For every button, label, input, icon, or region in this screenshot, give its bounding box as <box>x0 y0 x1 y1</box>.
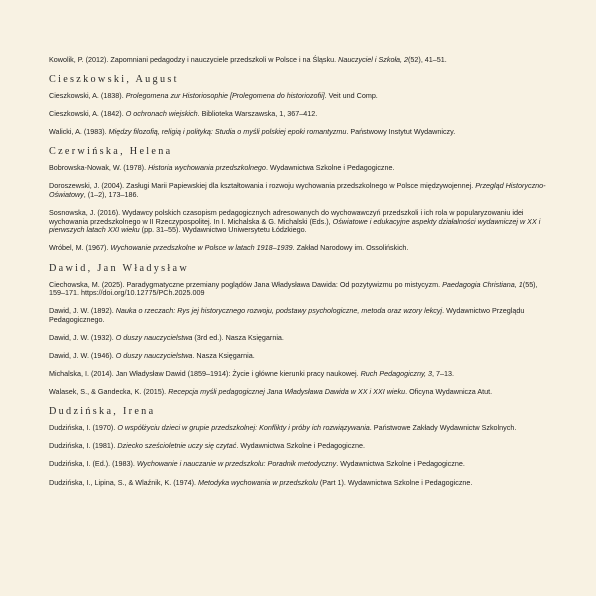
reference-entry <box>49 352 546 361</box>
reference-text: Doroszewski, J. (2004). Zasługi Marii Papiewskiej dla kształtowania i rozwoju wychowania przedszkolnego w Polsce międzywojennej. <box>49 181 476 191</box>
section-heading: Czerwińska, Helena <box>49 146 173 158</box>
section-dudzinska-irena <box>49 406 546 487</box>
reference-text: (52), 41–51. <box>408 55 447 64</box>
reference-text: . Wydawnictwo Przeglądu Pedagogicznego. <box>49 306 525 324</box>
reference-text: . Państwowe Zakłady Wydawnictw Szkolnych. <box>369 423 517 433</box>
reference-text: . Zakład Narodowy im. Ossolińskich. <box>292 243 409 253</box>
reference-title: Wychowanie i nauczanie w przedszkolu: Poradnik metodyczny <box>136 459 337 469</box>
reference-text: (3rd ed.). Nasza Księgarnia. <box>192 332 284 342</box>
reference-title: O współżyciu dzieci w grupie przedszkolnej: Konflikty i próby ich rozwiązywania <box>117 423 370 433</box>
reference-entry <box>49 209 546 235</box>
reference-text: Cieszkowski, A. (1842). <box>49 109 126 119</box>
reference-title: Nauka o rzeczach: Rys jej historycznego rozwoju, podstawy psychologiczne, metoda oraz wzory lekcyj <box>115 306 443 316</box>
reference-text: . Wydawnictwa Szkolne i Pedagogiczne. <box>336 459 465 469</box>
reference-text: Dudzińska, I. (Ed.). (1983). <box>49 459 137 469</box>
section-czerwinska-helena <box>49 146 546 253</box>
reference-title: Nauczyciel i Szkoła, 2 <box>338 55 409 64</box>
reference-text: Dudzińska, I. (1970). <box>49 423 118 433</box>
reference-text: (pp. 31–55). Wydawnictwo Uniwersytetu Łódzkiego. <box>139 225 307 235</box>
reference-text: , (1–2), 173–186. <box>83 190 139 200</box>
reference-entry <box>49 128 546 137</box>
reference-title: Ruch Pedagogiczny, 3 <box>360 369 432 379</box>
reference-title: Historia wychowania przedszkolnego <box>148 163 266 173</box>
reference-title: O duszy nauczycielstwa <box>115 351 193 360</box>
reference-entry <box>49 281 546 298</box>
reference-entry <box>49 334 546 343</box>
reference-text: Michalska, I. (2014). Jan Władysław Dawid (1859–1914): Życie i główne kierunki pracy naukowej. <box>49 369 361 379</box>
reference-title: O ochronach wiejskich <box>125 109 198 119</box>
reference-entry <box>49 164 546 173</box>
section-heading: Dawid, Jan Władysław <box>49 262 190 274</box>
reference-text: Dawid, J. W. (1892). <box>49 306 116 316</box>
section-dawid-jan-wladyslaw <box>49 263 546 397</box>
reference-entry <box>49 182 546 199</box>
reference-text: Dudzińska, I. (1981). <box>49 441 118 451</box>
reference-text: . Nasza Księgarnia. <box>192 351 255 360</box>
reference-entry <box>49 424 546 433</box>
section-heading: Cieszkowski, August <box>49 74 179 86</box>
reference-title: Oświatowe i edukacyjne aspekty działalności wydawniczej w XX i pierwszych latach XXI wieku <box>49 216 541 235</box>
reference-entry <box>49 56 546 65</box>
reference-title: Paedagogia Christiana, 1 <box>442 279 523 289</box>
section-heading: Dudzińska, Irena <box>49 406 156 418</box>
reference-title: Między filozofią, religią i polityką: Studia o myśli polskiej epoki romantyzmu <box>108 127 347 137</box>
reference-text: . Wydawnictwa Szkolne i Pedagogiczne. <box>265 163 395 173</box>
reference-text: Bobrowska-Nowak, W. (1978). <box>49 163 149 173</box>
reference-entry <box>49 370 546 379</box>
reference-title: Prolegomena zur Historiosophie [Prolegomena do historiozofii] <box>125 91 325 101</box>
reference-text: Dawid, J. W. (1932). <box>49 332 116 342</box>
reference-text: . Biblioteka Warszawska, 1, 367–412. <box>197 109 318 119</box>
reference-title: Przegląd Historyczno-Oświatowy <box>49 181 546 200</box>
reference-title: Dziecko sześcioletnie uczy się czytać <box>117 441 237 451</box>
reference-text: . Państwowy Instytut Wydawniczy. <box>346 127 456 137</box>
reference-text: . Veit und Comp. <box>324 91 378 101</box>
reference-entry <box>49 244 546 253</box>
reference-title: Recepcja myśli pedagogicznej Jana Władysława Dawida w XX i XXI wieku <box>168 387 406 397</box>
reference-text: Cieszkowski, A. (1838). <box>49 91 126 101</box>
reference-text: (55), 159–171. https://doi.org/10.12775/PCh.2025.009 <box>49 279 538 298</box>
reference-title: Metodyka wychowania w przedszkolu <box>198 477 318 487</box>
reference-entry <box>49 388 546 397</box>
reference-text: , 7–13. <box>432 369 454 379</box>
section-intro <box>49 56 546 65</box>
reference-text: Walicki, A. (1983). <box>49 127 109 137</box>
reference-entry <box>49 92 546 101</box>
reference-entry <box>49 442 546 451</box>
reference-title: O duszy nauczycielstwa <box>115 332 193 342</box>
reference-title: Wychowanie przedszkolne w Polsce w latach 1918–1939 <box>110 243 293 253</box>
reference-text: Wróbel, M. (1967). <box>49 243 111 253</box>
reference-text: Kowolik, P. (2012). Zapomniani pedagodzy i nauczyciele przedszkoli w Polsce i na Śląsku. <box>49 55 339 64</box>
reference-text: Sosnowska, J. (2016). Wydawcy polskich czasopism pedagogicznych adresowanych do wychowawczyń przedszkoli i ich rola w popularyzowaniu idei wychowania przedszkolnego w II Rzeczypospolitej. In I. Michalska & G. Michalski (Eds.), <box>49 208 524 226</box>
reference-text: Dawid, J. W. (1946). <box>49 351 116 360</box>
reference-entry <box>49 110 546 119</box>
reference-entry <box>49 460 546 469</box>
reference-text: Dudzińska, I., Lipina, S., & Wlaźnik, K. (1974). <box>49 477 199 487</box>
reference-text: . Wydawnictwa Szkolne i Pedagogiczne. <box>236 441 365 451</box>
reference-text: (Part 1). Wydawnictwa Szkolne i Pedagogiczne. <box>317 477 473 487</box>
reference-text: . Oficyna Wydawnicza Atut. <box>405 387 493 397</box>
reference-text: Walasek, S., & Gandecka, K. (2015). <box>49 387 169 397</box>
reference-entry <box>49 479 546 488</box>
section-cieszkowski-august <box>49 74 546 137</box>
reference-entry <box>49 307 546 324</box>
reference-text: Ciechowska, M. (2025). Paradygmatyczne przemiany poglądów Jana Władysława Dawida: Od pozytywizmu po mistycyzm. <box>49 279 443 289</box>
